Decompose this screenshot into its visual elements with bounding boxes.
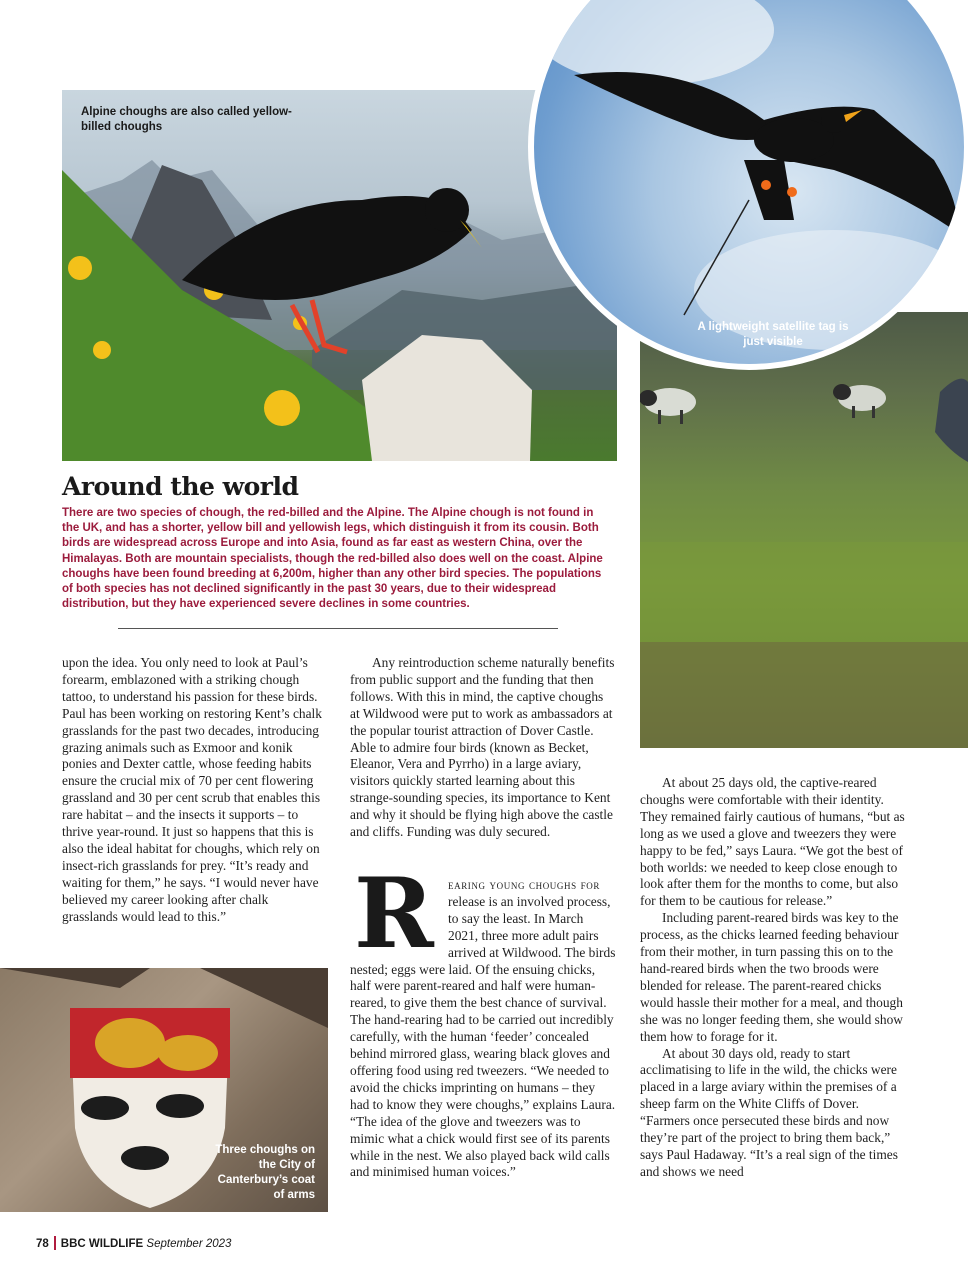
sidebar-body: There are two species of chough, the red-billed and the Alpine. The Alpine chough is not found in the UK, and has a shorter, yellow bill and yellowish legs, which distinguish it from its cousin. Both birds are widespread across Europe and into Asia, found as far east as western China, over the Himalayas. Both are mountain specialists, though the red-billed also does well on the coast. Alpine choughs have been found breeding at 6,200m, higher than any other bird species. The populations of both species has not declined significantly in the past 30 years, due to their widespread distribution, but they have experienced severe declines in some countries. xyxy=(62,507,603,611)
alpine-photo-caption: Alpine choughs are also called yellow-billed choughs xyxy=(81,106,292,133)
page-number: 78 xyxy=(36,1238,49,1250)
article-column-2-section xyxy=(350,877,616,1181)
issue-date: September 2023 xyxy=(146,1238,232,1250)
col1-paragraph: upon the idea. You only need to look at Paul’s forearm, emblazoned with a striking chough tattoo, to understand his passion for these birds. Paul has been working on restoring Kent’s chalk grasslands for the past two decades, introducing grazing animals such as Exmoor and konik ponies and Dexter cattle, whose feeding habits ensure the crucial mix of 70 per cent flowering grassland and 30 per cent scrub that enables this rare habitat – and the insects it supports – to thrive year-round. It just so happens that this is also the ideal habitat for choughs, which rely on insect-rich grasslands for prey. “It’s ready and waiting for them,” he says. “I would never have believed my career looking after chalk grasslands would lead to this.” xyxy=(62,655,322,924)
coat-of-arms-caption: Three choughs on the City of Canterbury’s coat of arms xyxy=(215,1144,315,1201)
col3-paragraph-2: Including parent-reared birds was key to the process, as the chicks learned feeding behaviour from their mother, in turn passing this on to the hand-reared birds when the two broods were blended for release. The parent-reared chicks would hassle their mother for a meal, and though she was no longer feeding them, she would show them how to forage for it. xyxy=(640,910,903,1044)
page-footer xyxy=(36,1236,231,1250)
col2-paragraph-1: Any reintroduction scheme naturally benefits from public support and the funding that then follows. With this in mind, the captive choughs at Wildwood were put to work as ambassadors at the popular tourist attraction of Dover Castle. Able to admire four birds (known as Becket, Eleanor, Vera and Pyrrho) in a large aviary, visitors quickly started learning about this strange-sounding species, its importance to Kent and why it should be flying high above the castle and cliffs. Funding was duly secured. xyxy=(350,655,615,840)
magazine-name: BBC WILDLIFE xyxy=(60,1238,144,1250)
sheep-field-photo xyxy=(640,312,968,748)
col3-paragraph-1: At about 25 days old, the captive-reared choughs were comfortable with their identity. They remained fairly cautious of humans, “but as long as we used a glove and tweezers they were happy to be fed,” says Laura. “We got the best of both worlds: we needed to keep close enough to look after them for the months to come, but also for them to be cautious for release.” xyxy=(640,775,905,909)
section-lead-in: earing young choughs for xyxy=(448,877,600,892)
drop-cap: R xyxy=(354,857,434,970)
article-column-1 xyxy=(62,655,327,926)
col2-paragraph-2: release is an involved process, to say the least. In March 2021, three more adult pairs arrived at Wildwood. The birds nested; eggs were laid. Of the ensuing chicks, half were parent-reared and half were human-reared, to give them the best chance of survival. The hand-rearing had to be carried out incredibly carefully, with the human ‘feeder’ concealed behind mirrored glass, wearing black gloves and offering food using red tweezers. “We needed to avoid the chicks imprinting on humans – they had to know they were choughs,” explains Laura. “The idea of the glove and tweezers was to mimic what a chick would first see of its parents while in the nest. We also played back wild calls and minimised human voices.” xyxy=(350,893,616,1180)
satellite-photo-caption: A lightweight satellite tag is just visible xyxy=(697,321,849,348)
col3-paragraph-3: At about 30 days old, ready to start acclimatising to life in the wild, the chicks were placed in a large aviary within the premises of a sheep farm on the White Cliffs of Dover. “Farmers once persecuted these birds and now they’re part of the project to bring them back,” says Paul Hadaway. “It’s a real sign of the times and shows we need xyxy=(640,1045,898,1179)
sidebar-divider xyxy=(118,628,558,629)
sidebar-title: Around the world xyxy=(62,472,299,501)
article-column-2 xyxy=(350,655,616,841)
article-column-3 xyxy=(640,775,906,1181)
footer-divider xyxy=(54,1236,56,1250)
